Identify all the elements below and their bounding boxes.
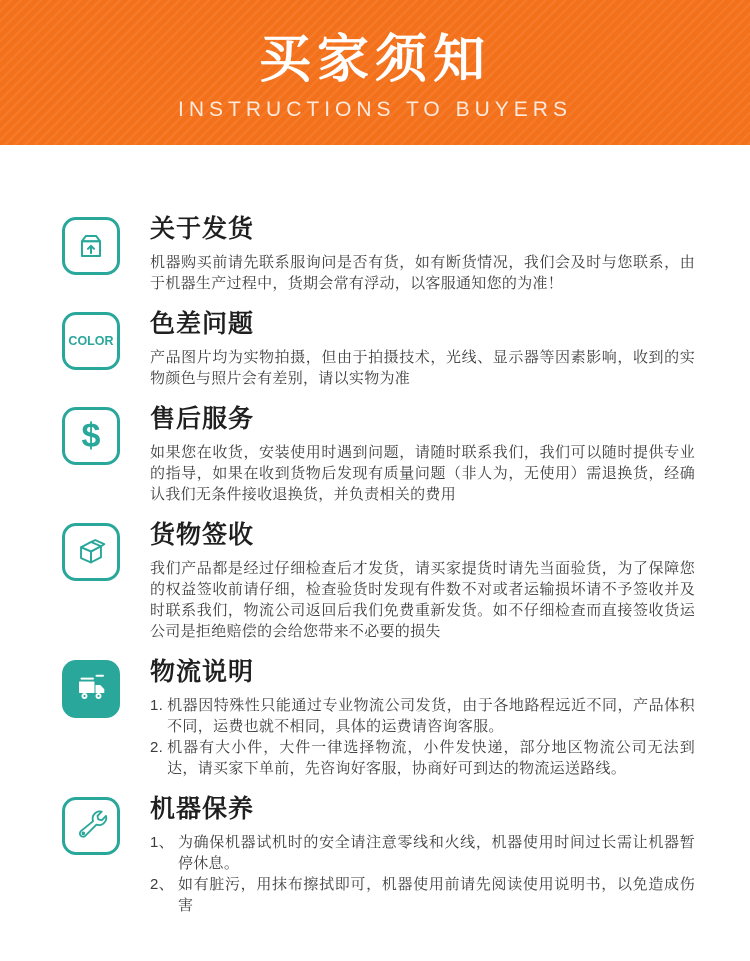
section-text: 产品图片均为实物拍摄，但由于拍摄技术，光线、显示器等因素影响，收到的实物颜色与照片会有差别，请以实物为准 [150,349,695,387]
dollar-glyph: $ [81,417,101,455]
section-goods-receipt [62,519,695,642]
list-item [150,695,695,737]
section-list [150,832,695,916]
section-text: 我们产品都是经过仔细检查后才发货，请买家提货时请先当面验货，为了保障您的权益签收前请仔细，检查验货时发现有件数不对或者运输损坏请不予签收并及时联系我们，物流公司返回后我们免费重新发货。如不仔细检查而直接签收货运公司是拒绝赔偿的会给您带来不必要的损失 [150,560,695,640]
section-text: 如果您在收货，安装使用时遇到问题，请随时联系我们，我们可以随时提供专业的指导，如果在收到货物后发现有质量问题（非人为，无使用）需退换货，经确认我们无条件接收退换货，并负责相关的费用 [150,444,695,503]
section-logistics [62,656,695,779]
section-title: 色差问题 [150,310,255,338]
section-list [150,695,695,779]
section-after-sales [62,403,695,505]
list-marker: 2. [150,739,164,756]
section-content [150,519,695,642]
section-title: 机器保养 [150,795,255,823]
header-banner [0,0,750,145]
section-text: 机器购买前请先联系服询问是否有货，如有断货情况，我们会及时与您联系，由于机器生产过程中，货期会常有浮动，以客服通知您的为准！ [150,254,695,292]
list-text: 机器因特殊性只能通过专业物流公司发货，由于各地路程远近不同，产品体积不同，运费也就不相同，具体的运费请咨询客服。 [167,697,695,735]
list-marker: 1. [150,697,164,714]
list-item [150,737,695,779]
dollar-icon [62,407,120,465]
page-subtitle: INSTRUCTIONS TO BUYERS [178,98,572,121]
list-item [150,832,695,874]
section-title: 关于发货 [150,215,255,243]
list-text: 机器有大小件，大件一律选择物流，小件发快递，部分地区物流公司无法到达，请买家下单前，先咨询好客服，协商好可到达的物流运送路线。 [167,739,695,777]
truck-icon [62,660,120,718]
list-marker: 2、 [150,876,174,893]
section-title: 货物签收 [150,521,255,549]
section-content [150,308,695,389]
page-title: 买家须知 [258,31,491,89]
wrench-icon [62,797,120,855]
color-badge-icon [62,312,120,370]
list-text: 为确保机器试机时的安全请注意零线和火线，机器使用时间过长需让机器暂停休息。 [177,834,695,872]
section-maintenance [62,793,695,916]
shipping-box-icon [62,217,120,275]
section-shipping [62,213,695,294]
section-content [150,403,695,505]
list-item [150,874,695,916]
section-color-difference [62,308,695,389]
section-title: 售后服务 [150,405,255,433]
section-title: 物流说明 [150,658,255,686]
notice-sections [0,145,750,916]
list-marker: 1、 [150,834,174,851]
section-content [150,793,695,916]
parcel-3d-icon [62,523,120,581]
color-badge-label: COLOR [68,334,114,348]
list-text: 如有脏污，用抹布擦拭即可，机器使用前请先阅读使用说明书，以免造成伤害 [177,876,695,914]
section-content [150,656,695,779]
section-content [150,213,695,294]
